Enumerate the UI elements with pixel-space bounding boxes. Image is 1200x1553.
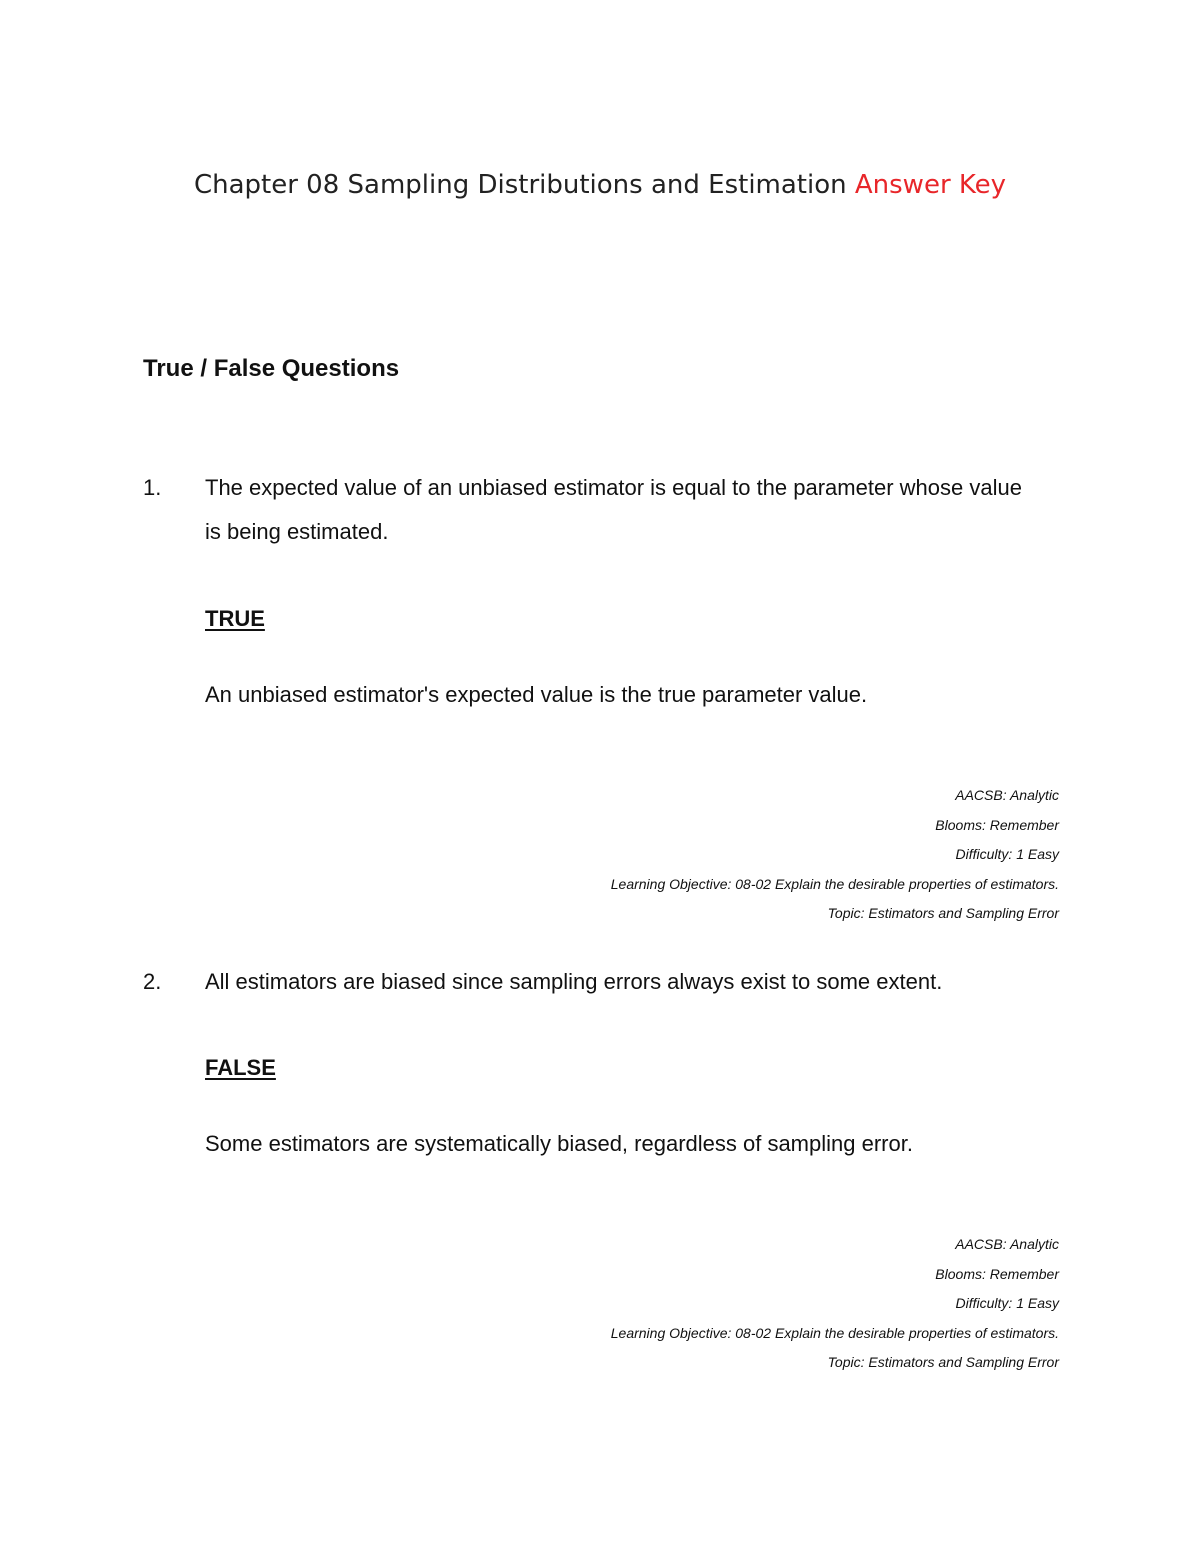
title-accent: Answer Key: [854, 170, 1007, 200]
meta-topic: Topic: Estimators and Sampling Error: [827, 1354, 1059, 1370]
meta-aacsb: AACSB: Analytic: [955, 787, 1059, 803]
question-text: All estimators are biased since sampling errors always exist to some extent.: [205, 969, 943, 994]
meta-learning-objective: Learning Objective: 08-02 Explain the desirable properties of estimators.: [610, 1324, 1059, 1341]
meta-difficulty: Difficulty: 1 Easy: [955, 846, 1059, 862]
meta-aacsb: AACSB: Analytic: [955, 1236, 1059, 1252]
question-metadata: [611, 781, 1059, 929]
meta-difficulty: Difficulty: 1 Easy: [955, 1295, 1059, 1311]
answer-explanation: Some estimators are systematically biased, regardless of sampling error.: [205, 1131, 913, 1156]
meta-learning-objective: Learning Objective: 08-02 Explain the desirable properties of estimators.: [610, 875, 1059, 892]
page-title: [0, 170, 1200, 200]
question-number: 1.: [143, 475, 162, 500]
meta-blooms: Blooms: Remember: [935, 816, 1059, 833]
answer-label: TRUE: [205, 606, 265, 631]
title-main: Chapter 08 Sampling Distributions and Estimation: [193, 170, 855, 200]
section-heading: True / False Questions: [143, 355, 400, 382]
meta-topic: Topic: Estimators and Sampling Error: [827, 905, 1059, 921]
question-number: 2.: [143, 969, 162, 994]
meta-blooms: Blooms: Remember: [935, 1265, 1059, 1282]
answer-explanation: An unbiased estimator's expected value is the true parameter value.: [205, 682, 868, 707]
question-metadata: [611, 1230, 1059, 1378]
answer-label: FALSE: [205, 1055, 276, 1080]
question-text: The expected value of an unbiased estimator is equal to the parameter whose value is being estimated.: [205, 475, 1022, 544]
